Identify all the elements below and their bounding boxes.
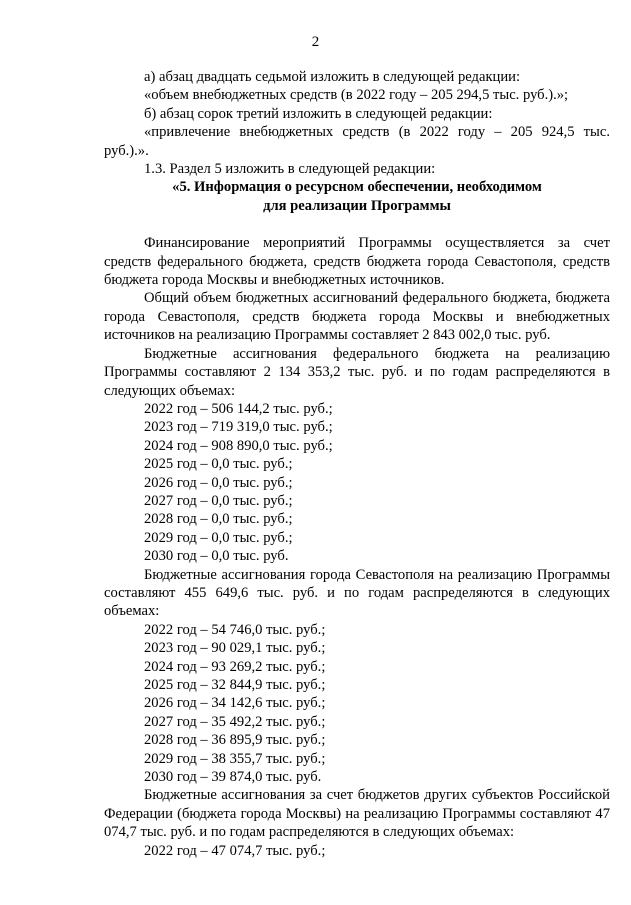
list-item: 2027 год – 35 492,2 тыс. руб.; bbox=[144, 713, 326, 730]
page-number: 2 bbox=[311, 34, 320, 50]
intro-line-b: б) абзац сорок третий изложить в следующей редакции: bbox=[144, 105, 493, 122]
intro-line-b-text-end: руб.).». bbox=[104, 142, 149, 159]
document-body bbox=[104, 68, 610, 860]
list-item: 2025 год – 32 844,9 тыс. руб.; bbox=[144, 677, 326, 693]
list-item: 2024 год – 908 890,0 тыс. руб.; bbox=[144, 437, 333, 454]
section-title-line-1: «5. Информация о ресурсном обеспечении, необходимом bbox=[172, 179, 542, 196]
intro-line-b-text: «привлечение внебюджетных средств (в 2022 году – 205 924,5 тыс. bbox=[144, 124, 610, 141]
list-item: 2022 год – 47 074,7 тыс. руб.; bbox=[144, 842, 326, 859]
list-item: 2028 год – 0,0 тыс. руб.; bbox=[144, 511, 293, 528]
list-item: 2022 год – 54 746,0 тыс. руб.; bbox=[144, 621, 326, 638]
federal-years-list bbox=[104, 400, 610, 566]
list-item: 2028 год – 36 895,9 тыс. руб.; bbox=[144, 732, 326, 749]
intro-line-a: а) абзац двадцать седьмой изложить в следующей редакции: bbox=[144, 69, 521, 85]
paragraph-sevastopol: Бюджетные ассигнования города Севастополя на реализацию Программы составляют 455 649,6 тыс. руб. и по годам распределяются в следующих объемах: bbox=[104, 566, 610, 620]
list-item: 2030 год – 39 874,0 тыс. руб. bbox=[144, 769, 322, 786]
section-title-line-2: для реализации Программы bbox=[263, 197, 451, 214]
list-item: 2029 год – 0,0 тыс. руб.; bbox=[144, 529, 293, 546]
list-item: 2030 год – 0,0 тыс. руб. bbox=[144, 548, 289, 565]
intro-line-a-text: «объем внебюджетных средств (в 2022 году – 205 294,5 тыс. руб.).»; bbox=[144, 87, 569, 104]
paragraph-moscow: Бюджетные ассигнования за счет бюджетов других субъектов Российской Федерации (бюджета города Москвы) на реализацию Программы составляют 47 074,7 тыс. руб. и по годам распределяются в следующих объемах: bbox=[104, 787, 610, 841]
sevastopol-years-list bbox=[104, 621, 610, 787]
moscow-years-list bbox=[104, 842, 610, 860]
list-item: 2025 год – 0,0 тыс. руб.; bbox=[144, 456, 293, 473]
list-item: 2023 год – 719 319,0 тыс. руб.; bbox=[144, 419, 333, 436]
list-item: 2023 год – 90 029,1 тыс. руб.; bbox=[144, 640, 326, 657]
list-item: 2029 год – 38 355,7 тыс. руб.; bbox=[144, 750, 326, 767]
intro-line-section: 1.3. Раздел 5 изложить в следующей редакции: bbox=[144, 161, 436, 178]
paragraph-financing: Финансирование мероприятий Программы осуществляется за счет средств федерального бюджета, средств бюджета города Севастополя, средств бюджета города Москвы и внебюджетных источников. bbox=[104, 235, 610, 289]
paragraph-total: Общий объем бюджетных ассигнований федерального бюджета, бюджета города Севастополя, средств бюджета города Москвы и внебюджетных источников на реализацию Программы составляет 2 843 002,0 тыс. руб. bbox=[104, 290, 610, 344]
list-item: 2026 год – 34 142,6 тыс. руб.; bbox=[144, 695, 326, 712]
paragraph-federal: Бюджетные ассигнования федерального бюджета на реализацию Программы составляют 2 134 353,2 тыс. руб. и по годам распределяются в следующих объемах: bbox=[104, 345, 610, 399]
list-item: 2027 год – 0,0 тыс. руб.; bbox=[144, 492, 293, 509]
list-item: 2024 год – 93 269,2 тыс. руб.; bbox=[144, 658, 326, 675]
list-item: 2026 год – 0,0 тыс. руб.; bbox=[144, 474, 293, 491]
list-item: 2022 год – 506 144,2 тыс. руб.; bbox=[144, 400, 333, 417]
